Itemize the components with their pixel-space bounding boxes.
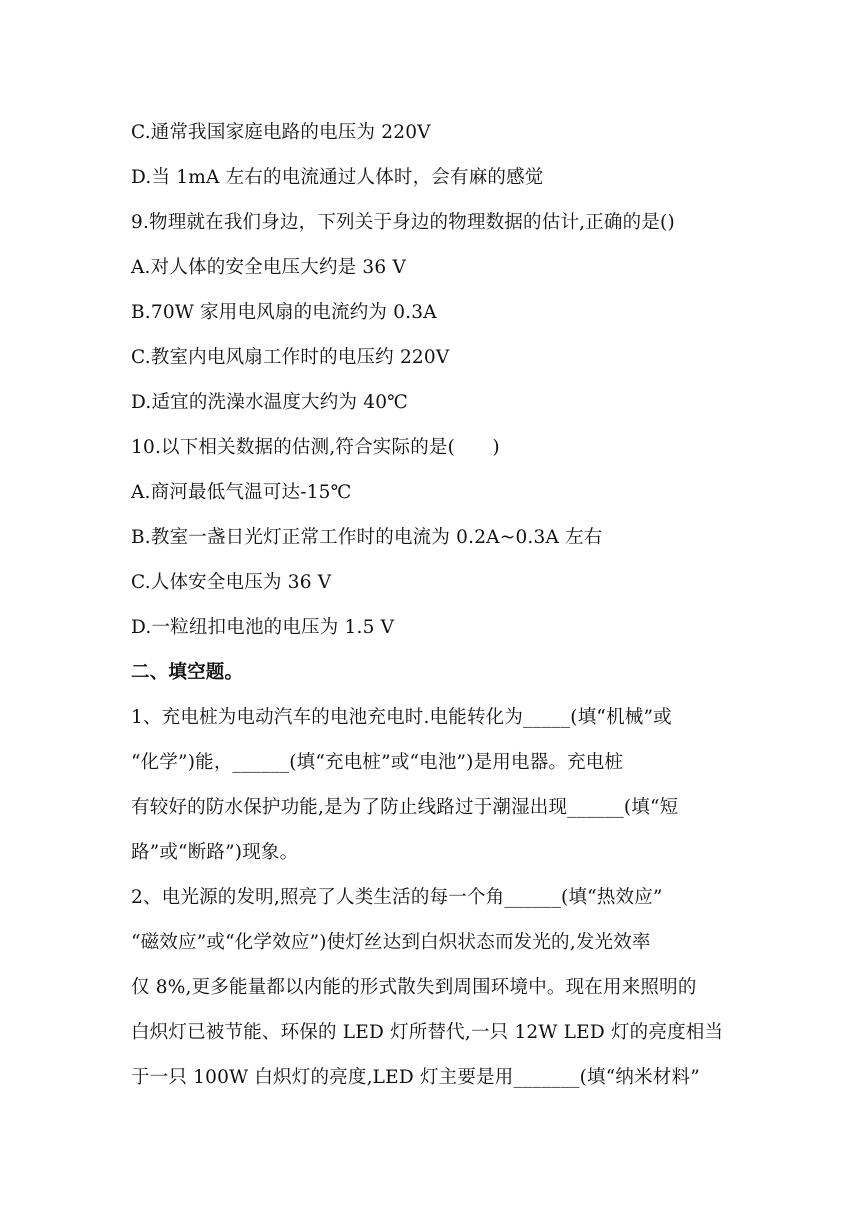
option-text: B.教室一盏日光灯正常工作时的电流为 0.2A~0.3A 左右 (131, 527, 603, 548)
option-text: B.70W 家用电风扇的电流约为 0.3A (131, 302, 437, 323)
fill-blank-question-line: 路”或“断路”)现象。 (131, 842, 299, 863)
document-body (131, 110, 741, 1100)
fill-blank-question-line: 有较好的防水保护功能,是为了防止线路过于潮湿出现______(填“短 (131, 797, 679, 818)
fill-blank-question-line: 2、电光源的发明,照亮了人类生活的每一个角______(填“热效应” (131, 887, 663, 908)
option-text: D.当 1mA 左右的电流通过人体时，会有麻的感觉 (131, 167, 544, 188)
question-text: 9.物理就在我们身边，下列关于身边的物理数据的估计,正确的是() (131, 212, 675, 233)
fill-blank-question-line: 仅 8%,更多能量都以内能的形式散失到周围环境中。现在用来照明的 (131, 977, 697, 998)
fill-blank-question-line: 白炽灯已被节能、环保的 LED 灯所替代,一只 12W LED 灯的亮度相当 (131, 1022, 724, 1043)
option-text: A.对人体的安全电压大约是 36 V (131, 257, 407, 278)
question-text: 10.以下相关数据的估测,符合实际的是( ) (131, 437, 500, 458)
section-heading: 二、填空题。 (131, 662, 244, 683)
fill-blank-question-line: 1、充电桩为电动汽车的电池充电时.电能转化为_____(填“机械”或 (131, 707, 672, 728)
option-text: C.教室内电风扇工作时的电压约 220V (131, 347, 450, 368)
fill-blank-question-line: 于一只 100W 白炽灯的亮度,LED 灯主要是用_______(填“纳米材料” (131, 1067, 700, 1088)
option-text: A.商河最低气温可达-15℃ (131, 482, 352, 503)
fill-blank-question-line: “化学”)能，______(填“充电桩”或“电池”)是用电器。充电桩 (131, 752, 624, 773)
option-text: D.适宜的洗澡水温度大约为 40℃ (131, 392, 409, 413)
option-text: C.人体安全电压为 36 V (131, 572, 332, 593)
fill-blank-question-line: “磁效应”或“化学效应”)使灯丝达到白炽状态而发光的,发光效率 (131, 932, 651, 953)
option-text: C.通常我国家庭电路的电压为 220V (131, 122, 431, 143)
option-text: D.一粒纽扣电池的电压为 1.5 V (131, 617, 395, 638)
